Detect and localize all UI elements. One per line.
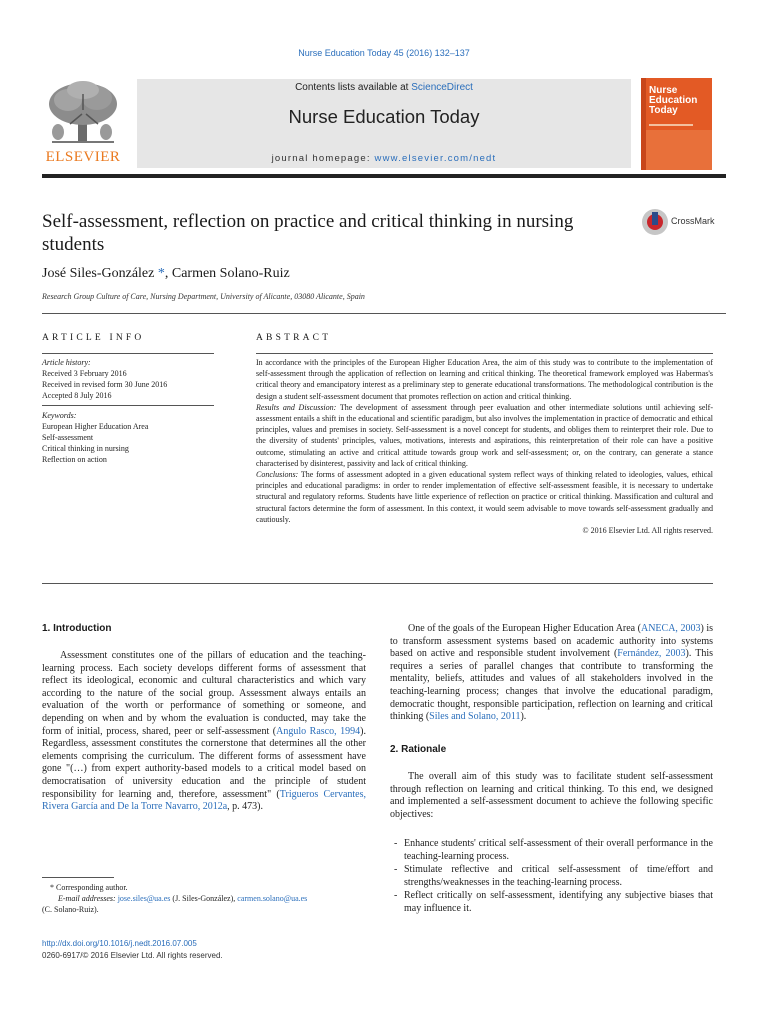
abstract-copyright: © 2016 Elsevier Ltd. All rights reserved. (582, 526, 713, 536)
sciencedirect-link[interactable]: ScienceDirect (411, 82, 473, 93)
citation-link[interactable]: Siles and Solano, 2011 (429, 711, 521, 723)
journal-cover-image (641, 78, 712, 170)
abstract-paragraph: Results and Discussion: The development of assessment through peer evaluation and other intermediate solutions until achieving self-assessment entails a shift in the educational and scientific paradigm, but also involves the implementation in practice of democratic and ethical principles, values and premises in society. Self-assessment is a novel concept for students, and obliges them to reinterpret their role. Due to the diversity of students' principles, values, motivations, interests and aspirations, this reinterpretation of their role can have a positive outcome, stimulating an active and critical attitude towards group work and self-assessment; or, on the contrary, can generate a stance characterised by disinterest, passivity and lack of critical thinking. (256, 402, 713, 468)
body-paragraph: One of the goals of the European Higher Education Area (ANECA, 2003) is to transform assessment systems based on academic authority into systems based on active and responsible student involvement (Fernández, 2003). This requires a series of parallel changes that contribute to transforming the mentality, beliefs, attitudes and values of all stakeholders involved in the teaching-learning process; changes that involve the educational paradigm, democratic thought, responsible participation, reflection on learning and critical thinking (Siles and Solano, 2011). (390, 623, 713, 723)
abstract-heading: ABSTRACT (256, 333, 332, 343)
keywords (42, 410, 214, 465)
abstract-paragraph: Conclusions: The forms of assessment adopted in a given educational system reflect ways of thinking related to ideologies, values, ethical principles and educational paradigms: in order to render implementation of effective self-assessment feasible, it is necessary to undertake structural and regulatory reforms. Students have little experience of reflection on practice or critical thinking. Massification and cultural and structural factors determine the form of assessment. In this context, it would seem advisable to move towards self-assessment gradually and cautiously. (256, 470, 713, 524)
elsevier-wordmark: ELSEVIER (45, 149, 121, 165)
cover-title: Nurse Education Today (649, 85, 698, 116)
list-item: - Stimulate reflective and critical self-assessment of time/effort and strengths/weaknesses in the teaching-learning process. (390, 864, 713, 889)
doi-link[interactable]: http://dx.doi.org/10.1016/j.nedt.2016.07.005 (42, 939, 197, 948)
crossmark-label: CrossMark (671, 216, 715, 226)
email-link[interactable]: carmen.solano@ua.es (237, 894, 308, 903)
article-title: Self-assessment, reflection on practice and critical thinking in nursing students (42, 211, 574, 255)
journal-masthead (137, 79, 631, 168)
keywords-label: Keywords: (42, 411, 77, 420)
elsevier-logo (42, 80, 124, 166)
section-heading-introduction: 1. Introduction (42, 623, 112, 634)
body-paragraph: The overall aim of this study was to facilitate student self-assessment through reflection on learning and critical thinking. To this end, we designed and implemented a self-assessment document to achieve the following specific objectives: (390, 771, 713, 820)
footnote-divider (42, 877, 114, 878)
author-list: José Siles-González *, Carmen Solano-Ruiz (42, 266, 290, 281)
journal-reference-link[interactable]: Nurse Education Today 45 (2016) 132–137 (298, 48, 470, 58)
contents-availability: Contents lists available at ScienceDirect (295, 82, 473, 93)
author-name: José Siles-González (42, 266, 155, 281)
history-accepted: Accepted 8 July 2016 (42, 391, 112, 400)
keyword-item: Self-assessment (42, 433, 94, 442)
body-column-right (390, 623, 713, 724)
article-info-heading: ARTICLE INFO (42, 333, 145, 343)
keyword-item: Critical thinking in nursing (42, 444, 129, 453)
author-affiliation: Research Group Culture of Care, Nursing Department, University of Alicante, 03080 Alicante, Spain (42, 292, 365, 301)
divider (42, 583, 713, 584)
elsevier-tree-icon (42, 80, 124, 146)
article-history-label: Article history: (42, 358, 91, 367)
footnote-corresponding: * Corresponding author. (50, 883, 128, 892)
header-divider (42, 174, 726, 178)
keyword-item: Reflection on action (42, 455, 107, 464)
objectives-list (390, 838, 713, 917)
footnote: * Corresponding author. E-mail addresses: jose.siles@ua.es (J. Siles-González), carmen.solano@ua.es (C. Solano-Ruiz). (42, 882, 366, 915)
divider (42, 405, 214, 406)
list-item: - Reflect critically on self-assessment, identifying any subjective biases that may influence it. (390, 890, 713, 915)
journal-homepage: journal homepage: www.elsevier.com/nedt (271, 153, 497, 164)
history-received: Received 3 February 2016 (42, 369, 127, 378)
list-item: - Enhance students' critical self-assessment of their overall performance in the teaching-learning process. (390, 838, 713, 863)
keyword-item: European Higher Education Area (42, 422, 149, 431)
citation-link[interactable]: Fernández, 2003 (617, 648, 686, 660)
citation-link[interactable]: Trigueros Cervantes, Rivera García and De la Torre Navarro, 2012a (42, 788, 366, 813)
article-history (42, 357, 214, 401)
journal-title: Nurse Education Today (288, 106, 480, 127)
citation-link[interactable]: Angulo Rasco, 1994 (276, 725, 361, 737)
abstract-body (256, 357, 713, 536)
divider (42, 313, 726, 314)
divider (256, 353, 713, 354)
divider (42, 353, 214, 354)
citation-link[interactable]: ANECA, 2003 (640, 623, 701, 634)
crossmark-button[interactable] (642, 209, 722, 237)
abstract-paragraph: In accordance with the principles of the European Higher Education Area, the aim of this study was to contribute to the implementation of self-assessment through the application of reflection on learning and critical thinking. The theoretical framework employed was Habermas's critical theory and emancipatory interest as a preliminary step to generate educational transformations. The methodological contribution is the design a student self-assessment document that promotes reflection on action and critical thinking. (256, 358, 713, 401)
author-name: Carmen Solano-Ruiz (171, 266, 290, 281)
history-revised: Received in revised form 30 June 2016 (42, 380, 168, 389)
email-link[interactable]: jose.siles@ua.es (117, 894, 171, 903)
issn-copyright: 0260-6917/© 2016 Elsevier Ltd. All rights reserved. (42, 951, 223, 960)
journal-homepage-link[interactable]: www.elsevier.com/nedt (374, 153, 497, 164)
body-paragraph: Assessment constitutes one of the pillars of education and the teaching-learning process. Each society develops different forms of assessment that reflect its ideological, economic and cultural characteristics and which vary according to the nature of the social group. Assessment always entails an evaluation of the worth or performance of something or someone, and depending on when and by whom the evaluation is conducted, may take the form of initial, process, shared, peer or self-assessment (Angulo Rasco, 1994). Regardless, assessment constitutes the cornerstone that determines all the other elements comprising the curriculum. The different forms of assessment have gone "(…) from expert authority-based models to a critical model based on democratisation of university education and the principle of student responsibility for learning and, therefore, assessment" (Trigueros Cervantes, Rivera García and De la Torre Navarro, 2012a, p. 473). (42, 650, 366, 813)
section-heading-rationale: 2. Rationale (390, 744, 447, 755)
corresponding-author-mark[interactable]: * (154, 266, 165, 281)
body-column-left (42, 650, 366, 814)
